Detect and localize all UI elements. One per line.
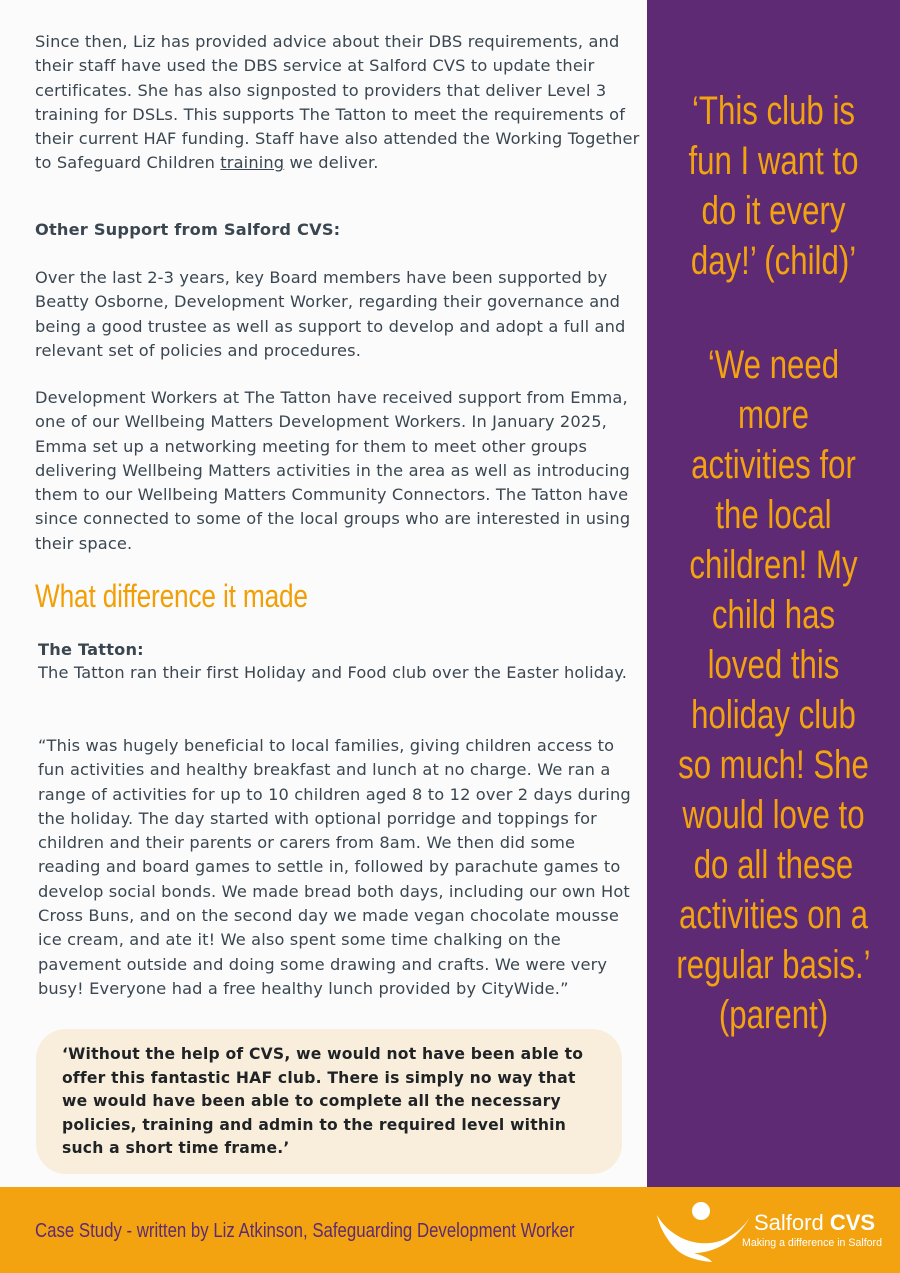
footer-credit: Case Study - written by Liz Atkinson, Safeguarding Development Worker <box>35 1220 575 1242</box>
callout-quote-box <box>36 1029 622 1174</box>
logo-name-bold: CVS <box>829 1210 876 1235</box>
quote-sidebar <box>647 0 900 1187</box>
logo-figure-icon <box>654 1201 754 1263</box>
paragraph-dbs-tail: we deliver. <box>284 153 379 173</box>
logo-name-regular: Salford <box>754 1210 830 1235</box>
callout-quote-text: ‘Without the help of CVS, we would not have been able to offer this fantastic HAF club. There is simply no way that we would have been able to complete all the necessary policies, training and admin to the required level within such a short time frame.’ <box>62 1045 584 1157</box>
paragraph-club-quote: “This was hugely beneficial to local families, giving children access to fun activities and healthy breakfast and lunch at no charge. We ran a range of activities for up to 10 children aged 8 to 12 over 2 days during the holiday. The day started with optional porridge and toppings for children and their parents or carers from 8am. We then did some reading and board games to settle in, followed by parachute games to develop social bonds. We made bread both days, including our own Hot Cross Buns, and on the second day we made vegan chocolate mousse ice cream, and ate it! We also spent some time chalking on the pavement outside and doing some drawing and crafts. We were very busy! Everyone had a free healthy lunch provided by CityWide.” <box>38 736 631 998</box>
logo-tagline: Making a difference in Salford <box>742 1237 882 1249</box>
paragraph-dbs-text: Since then, Liz has provided advice about their DBS requirements, and their staff have used the DBS service at Salford CVS to update their certificates. She has also signposted to providers that deliver Level 3 training for DSLs. This supports The Tatton to meet the requirements of their current HAF funding. Staff have also attended the Working Together to Safeguard Children <box>35 32 640 173</box>
tatton-heading: The Tatton: <box>38 640 144 659</box>
salford-cvs-logo[interactable] <box>654 1201 894 1263</box>
footer <box>0 1187 900 1273</box>
training-link[interactable]: training <box>220 153 285 173</box>
parent-quote: ‘We need more activities for the local children! My child has loved this holiday club so much! She would love to do all these activities on a regular basis.’ (parent) <box>676 343 871 1037</box>
section-heading: What difference it made <box>35 578 308 614</box>
other-support-heading: Other Support from Salford CVS: <box>35 220 341 239</box>
paragraph-board-support: Over the last 2-3 years, key Board members have been supported by Beatty Osborne, Development Worker, regarding their governance and being a good trustee as well as support to develop and adopt a full and relevant set of policies and procedures. <box>35 268 626 360</box>
logo-name <box>754 1210 875 1236</box>
paragraph-first-club: The Tatton ran their first Holiday and Food club over the Easter holiday. <box>38 663 627 682</box>
child-quote: ‘This club is fun I want to do it every day!’ (child)’ <box>688 89 859 283</box>
paragraph-wellbeing-support: Development Workers at The Tatton have received support from Emma, one of our Wellbeing Matters Development Workers. In January 2025, Emma set up a networking meeting for them to meet other groups delivering Wellbeing Matters activities in the area as well as introducing them to our Wellbeing Matters Community Connectors. The Tatton have since connected to some of the local groups who are interested in using their space. <box>35 388 631 553</box>
paragraph-dbs-support <box>35 30 641 176</box>
